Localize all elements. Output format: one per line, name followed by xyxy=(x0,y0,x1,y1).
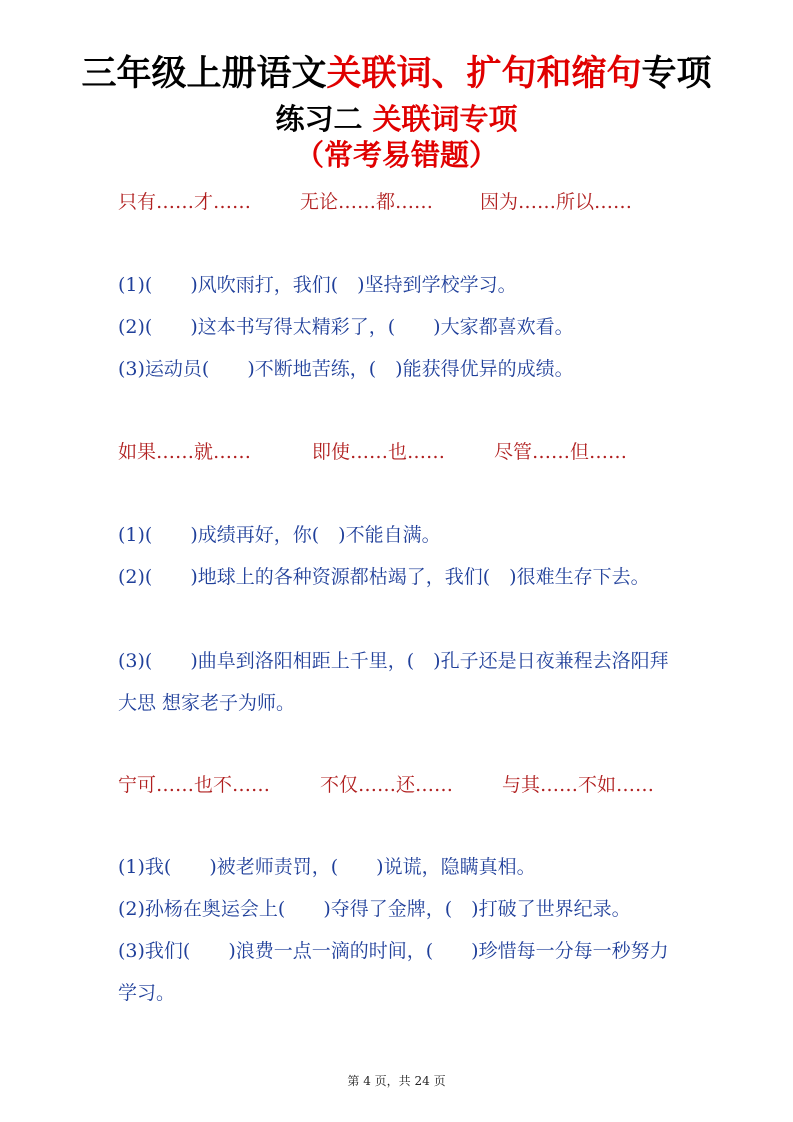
exercise-item: (1)( )成绩再好，你( )不能自满。 xyxy=(118,524,441,546)
section-1-keywords xyxy=(118,188,632,216)
exercise-item: (1)( )风吹雨打，我们( )坚持到学校学习。 xyxy=(118,274,517,296)
title-part-1: 三年级上册语文 xyxy=(81,53,327,94)
exercise-item: (1)我( )被老师责罚，( )说谎，隐瞒真相。 xyxy=(118,856,536,878)
exercise-item: (3)我们( )浪费一点一滴的时间，( )珍惜每一分每一秒努力学习。 xyxy=(118,940,669,1004)
keyword-pair: 尽管……但…… xyxy=(494,441,628,463)
exercise-item: (3)( )曲阜到洛阳相距上千里，( )孔子还是日夜兼程去洛阳拜大思 想家老子为师。 xyxy=(118,650,669,714)
exercise-item: (2)( )这本书写得太精彩了，( )大家都喜欢看。 xyxy=(118,316,574,338)
keyword-pair: 因为……所以…… xyxy=(480,191,633,213)
page-subtitle-note xyxy=(0,135,793,175)
subtitle-highlight: 关联词专项 xyxy=(372,102,518,136)
page-footer: 第 4 页，共 24 页 xyxy=(347,1074,446,1088)
keyword-pair: 只有……才…… xyxy=(118,191,252,213)
keyword-pair: 与其……不如…… xyxy=(502,774,655,796)
title-highlight: 关联词、扩句和缩句 xyxy=(326,53,642,94)
subtitle-part-1: 练习二 xyxy=(275,102,373,136)
keyword-pair: 宁可……也不…… xyxy=(118,774,271,796)
keyword-pair: 无论……都…… xyxy=(300,191,434,213)
keyword-pair: 即使……也…… xyxy=(312,441,446,463)
keyword-pair: 如果……就…… xyxy=(118,441,252,463)
title-part-2: 专项 xyxy=(641,53,712,94)
subtitle-note-text: （常考易错题） xyxy=(294,138,498,172)
page-subtitle xyxy=(0,99,793,139)
exercise-item: (3)运动员( )不断地苦练，( )能获得优异的成绩。 xyxy=(118,358,574,380)
exercise-item: (2)( )地球上的各种资源都枯竭了，我们( )很难生存下去。 xyxy=(118,566,650,588)
section-2-keywords xyxy=(118,438,627,466)
page-title xyxy=(0,50,793,98)
section-3-keywords xyxy=(118,771,654,799)
exercise-item: (2)孙杨在奥运会上( )夺得了金牌，( )打破了世界纪录。 xyxy=(118,898,631,920)
keyword-pair: 不仅……还…… xyxy=(320,774,454,796)
